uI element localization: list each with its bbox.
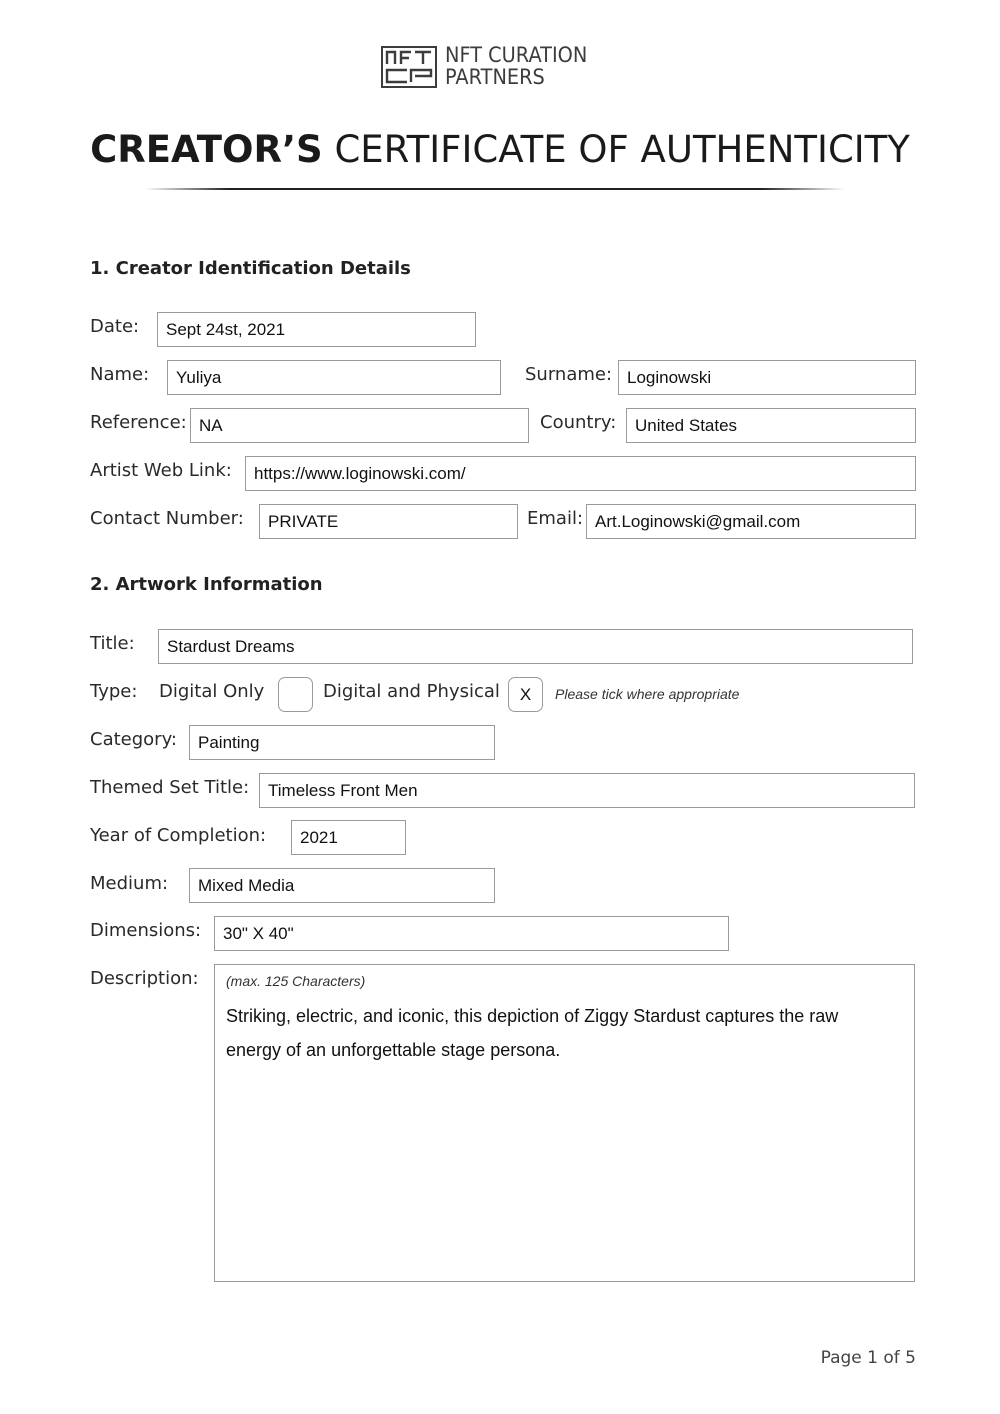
reference-value: NA xyxy=(199,415,223,435)
email-label: Email: xyxy=(527,508,584,529)
category-field[interactable] xyxy=(189,725,495,760)
title-bold: CREATOR’S xyxy=(90,128,323,171)
themed-set-value: Timeless Front Men xyxy=(268,780,418,800)
date-value: Sept 24st, 2021 xyxy=(166,319,286,339)
contact-number-field[interactable] xyxy=(259,504,518,539)
web-link-value: https://www.loginowski.com/ xyxy=(254,463,466,483)
digital-only-label: Digital Only xyxy=(159,681,265,702)
email-value: Art.Loginowski@gmail.com xyxy=(595,511,801,531)
category-value: Painting xyxy=(198,732,260,752)
page-number: Page 1 of 5 xyxy=(820,1348,916,1368)
description-label: Description: xyxy=(90,968,199,989)
type-label: Type: xyxy=(90,681,138,702)
description-hint: (max. 125 Characters) xyxy=(226,973,366,989)
title-divider xyxy=(145,188,845,190)
year-label: Year of Completion: xyxy=(90,825,267,846)
medium-value: Mixed Media xyxy=(198,875,295,895)
web-link-label: Artist Web Link: xyxy=(90,460,232,481)
artwork-title-value: Stardust Dreams xyxy=(167,636,295,656)
medium-field[interactable] xyxy=(189,868,495,903)
nft-logo-mark xyxy=(381,46,437,88)
company-name-line2: PARTNERS xyxy=(445,65,545,89)
surname-field[interactable] xyxy=(618,360,916,395)
year-field[interactable] xyxy=(291,820,406,855)
company-name-line1: NFT CURATION xyxy=(445,43,588,67)
digital-physical-label: Digital and Physical xyxy=(323,681,500,702)
date-field[interactable] xyxy=(157,312,476,347)
reference-field[interactable] xyxy=(190,408,529,443)
name-value: Yuliya xyxy=(176,367,222,387)
description-field[interactable] xyxy=(214,964,915,1282)
year-value: 2021 xyxy=(300,827,338,847)
artwork-title-field[interactable] xyxy=(158,629,913,664)
medium-label: Medium: xyxy=(90,873,169,894)
type-hint: Please tick where appropriate xyxy=(555,686,740,702)
category-label: Category: xyxy=(90,729,177,750)
country-field[interactable] xyxy=(626,408,916,443)
contact-number-value: PRIVATE xyxy=(268,511,339,531)
contact-number-label: Contact Number: xyxy=(90,508,244,529)
country-label: Country: xyxy=(540,412,617,433)
dimensions-label: Dimensions: xyxy=(90,920,202,941)
company-name xyxy=(445,44,600,88)
digital-physical-checkbox[interactable]: X xyxy=(508,677,543,712)
email-field[interactable] xyxy=(586,504,916,539)
name-field[interactable] xyxy=(167,360,501,395)
reference-label: Reference: xyxy=(90,412,187,433)
section-heading-artwork: 2. Artwork Information xyxy=(90,574,323,595)
themed-set-label: Themed Set Title: xyxy=(90,777,250,798)
description-value: Striking, electric, and iconic, this depiction of Ziggy Stardust captures the raw energy of an unforgettable stage persona. xyxy=(226,1006,839,1060)
artwork-title-label: Title: xyxy=(90,633,135,654)
web-link-field[interactable] xyxy=(245,456,916,491)
themed-set-field[interactable] xyxy=(259,773,915,808)
country-value: United States xyxy=(635,415,738,435)
document-title xyxy=(0,128,1000,171)
date-label: Date: xyxy=(90,316,140,337)
name-label: Name: xyxy=(90,364,150,385)
surname-value: Loginowski xyxy=(627,367,712,387)
surname-label: Surname: xyxy=(525,364,613,385)
title-light: CERTIFICATE OF AUTHENTICITY xyxy=(334,128,910,171)
digital-only-checkbox[interactable] xyxy=(278,677,313,712)
dimensions-field[interactable] xyxy=(214,916,729,951)
section-heading-creator: 1. Creator Identification Details xyxy=(90,258,411,279)
dimensions-value: 30" X 40" xyxy=(223,923,294,943)
